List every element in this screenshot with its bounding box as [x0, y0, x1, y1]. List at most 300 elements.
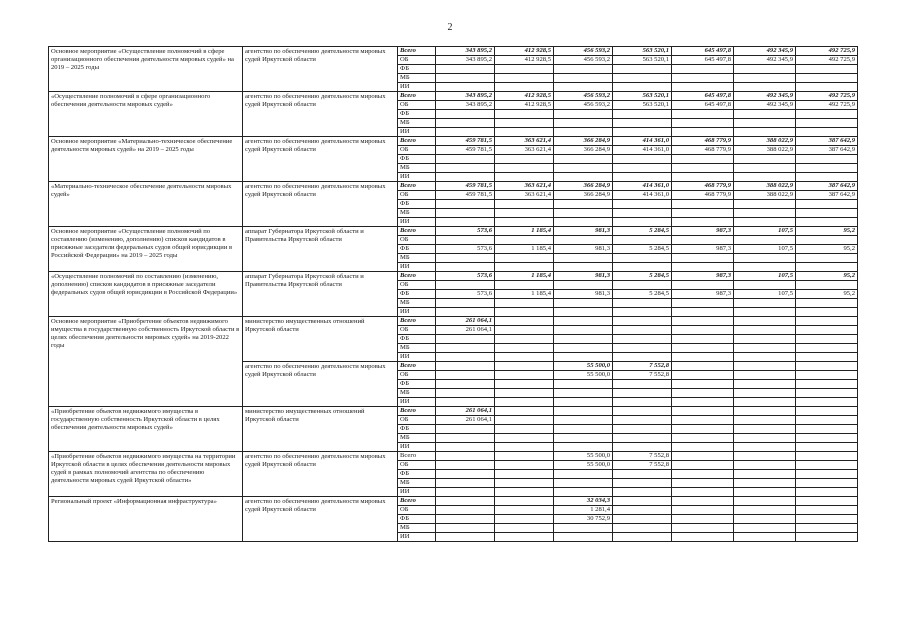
amount-cell [554, 380, 613, 389]
amount-cell [613, 119, 672, 128]
amount-cell [495, 173, 554, 182]
amount-cell [672, 380, 734, 389]
amount-cell [613, 407, 672, 416]
amount-cell [436, 263, 495, 272]
amount-cell: 563 520,1 [613, 47, 672, 56]
amount-cell [495, 317, 554, 326]
amount-cell [734, 254, 796, 263]
amount-cell [495, 488, 554, 497]
responsible-executor: агентство по обеспечению деятельности мировых судей Иркутской области [243, 182, 398, 227]
amount-cell [796, 506, 858, 515]
funding-source: Всего [398, 497, 436, 506]
amount-cell [796, 65, 858, 74]
amount-cell [495, 299, 554, 308]
amount-cell [613, 389, 672, 398]
funding-source: МБ [398, 299, 436, 308]
amount-cell: 387 642,9 [796, 182, 858, 191]
amount-cell [672, 263, 734, 272]
amount-cell [495, 497, 554, 506]
funding-source: ФБ [398, 470, 436, 479]
amount-cell: 95,2 [796, 245, 858, 254]
amount-cell [613, 425, 672, 434]
amount-cell: 981,3 [554, 227, 613, 236]
amount-cell [672, 200, 734, 209]
amount-cell [672, 344, 734, 353]
amount-cell [495, 155, 554, 164]
amount-cell: 30 752,9 [554, 515, 613, 524]
amount-cell [734, 326, 796, 335]
amount-cell [436, 83, 495, 92]
amount-cell [554, 200, 613, 209]
amount-cell [495, 65, 554, 74]
amount-cell [613, 83, 672, 92]
amount-cell [734, 281, 796, 290]
amount-cell [436, 128, 495, 137]
amount-cell [495, 263, 554, 272]
funding-source: МБ [398, 119, 436, 128]
amount-cell [672, 407, 734, 416]
amount-cell: 343 895,2 [436, 101, 495, 110]
amount-cell: 7 552,8 [613, 371, 672, 380]
amount-cell [613, 416, 672, 425]
amount-cell [672, 254, 734, 263]
amount-cell [672, 479, 734, 488]
amount-cell [495, 407, 554, 416]
amount-cell [613, 74, 672, 83]
amount-cell [554, 326, 613, 335]
amount-cell: 388 022,9 [734, 191, 796, 200]
amount-cell: 563 520,1 [613, 101, 672, 110]
amount-cell [613, 533, 672, 542]
amount-cell [734, 515, 796, 524]
funding-source: ОБ [398, 236, 436, 245]
amount-cell [495, 200, 554, 209]
amount-cell [796, 119, 858, 128]
amount-cell [734, 200, 796, 209]
amount-cell [436, 380, 495, 389]
amount-cell [734, 317, 796, 326]
amount-cell [495, 344, 554, 353]
amount-cell [495, 506, 554, 515]
responsible-executor: агентство по обеспечению деятельности мировых судей Иркутской области [243, 452, 398, 497]
amount-cell: 645 497,8 [672, 101, 734, 110]
amount-cell [734, 497, 796, 506]
amount-cell [672, 470, 734, 479]
funding-source: ИИ [398, 218, 436, 227]
amount-cell [672, 506, 734, 515]
amount-cell: 414 361,0 [613, 137, 672, 146]
amount-cell [734, 164, 796, 173]
amount-cell: 492 725,9 [796, 101, 858, 110]
amount-cell [495, 128, 554, 137]
page-number: 2 [447, 22, 453, 33]
amount-cell [672, 434, 734, 443]
amount-cell [436, 452, 495, 461]
amount-cell [495, 515, 554, 524]
amount-cell [436, 299, 495, 308]
amount-cell [436, 155, 495, 164]
amount-cell [796, 209, 858, 218]
amount-cell [554, 398, 613, 407]
amount-cell: 388 022,9 [734, 182, 796, 191]
amount-cell [796, 488, 858, 497]
amount-cell [672, 326, 734, 335]
amount-cell: 492 345,9 [734, 56, 796, 65]
amount-cell [796, 164, 858, 173]
amount-cell: 366 284,9 [554, 137, 613, 146]
amount-cell [796, 155, 858, 164]
table-row [49, 272, 858, 281]
activity-name: «Осуществление полномочий по составлению (изменению, дополнению) списков кандидатов в присяжные заседатели федеральных судов общей юрисдикции в Российской Федерации» [49, 272, 243, 317]
amount-cell [554, 83, 613, 92]
amount-cell: 468 779,9 [672, 191, 734, 200]
amount-cell: 459 781,5 [436, 146, 495, 155]
responsible-executor: министерство имущественных отношений Иркутской области [243, 317, 398, 362]
amount-cell [796, 236, 858, 245]
amount-cell [796, 407, 858, 416]
amount-cell [734, 524, 796, 533]
amount-cell: 459 781,5 [436, 137, 495, 146]
amount-cell [613, 380, 672, 389]
funding-source: ФБ [398, 290, 436, 299]
funding-source: ОБ [398, 371, 436, 380]
amount-cell: 1 185,4 [495, 227, 554, 236]
funding-source: ИИ [398, 398, 436, 407]
amount-cell [554, 335, 613, 344]
amount-cell [672, 236, 734, 245]
financing-table [48, 46, 858, 542]
amount-cell [554, 317, 613, 326]
amount-cell [796, 398, 858, 407]
amount-cell: 5 284,5 [613, 272, 672, 281]
amount-cell [554, 254, 613, 263]
amount-cell [613, 479, 672, 488]
amount-cell [436, 353, 495, 362]
amount-cell: 456 593,2 [554, 56, 613, 65]
amount-cell: 414 361,0 [613, 182, 672, 191]
amount-cell [613, 506, 672, 515]
amount-cell [672, 119, 734, 128]
amount-cell [734, 110, 796, 119]
amount-cell: 459 781,5 [436, 182, 495, 191]
funding-source: МБ [398, 524, 436, 533]
amount-cell [613, 497, 672, 506]
amount-cell: 5 284,5 [613, 227, 672, 236]
activity-name: «Приобретение объектов недвижимого имущества в государственную собственность Иркутской области в целях обеспечения деятельности мировых судей» [49, 407, 243, 452]
amount-cell: 55 500,0 [554, 452, 613, 461]
amount-cell: 468 779,9 [672, 137, 734, 146]
amount-cell [436, 200, 495, 209]
amount-cell [436, 308, 495, 317]
amount-cell: 1 281,4 [554, 506, 613, 515]
amount-cell: 987,3 [672, 227, 734, 236]
amount-cell [613, 326, 672, 335]
amount-cell: 107,5 [734, 290, 796, 299]
amount-cell [495, 164, 554, 173]
amount-cell [734, 479, 796, 488]
amount-cell [554, 407, 613, 416]
amount-cell [495, 119, 554, 128]
amount-cell: 468 779,9 [672, 182, 734, 191]
amount-cell: 412 928,5 [495, 101, 554, 110]
table-row [49, 182, 858, 191]
amount-cell: 363 621,4 [495, 146, 554, 155]
amount-cell: 492 725,9 [796, 92, 858, 101]
amount-cell [734, 506, 796, 515]
amount-cell: 645 497,8 [672, 92, 734, 101]
amount-cell [613, 281, 672, 290]
amount-cell [734, 308, 796, 317]
amount-cell: 1 185,4 [495, 245, 554, 254]
amount-cell: 492 725,9 [796, 47, 858, 56]
funding-source: ФБ [398, 110, 436, 119]
funding-source: ИИ [398, 128, 436, 137]
amount-cell [672, 362, 734, 371]
amount-cell [613, 335, 672, 344]
funding-source: ОБ [398, 506, 436, 515]
amount-cell [796, 344, 858, 353]
amount-cell: 7 552,8 [613, 461, 672, 470]
amount-cell [554, 308, 613, 317]
amount-cell: 412 928,5 [495, 92, 554, 101]
funding-source: ИИ [398, 443, 436, 452]
amount-cell [554, 443, 613, 452]
amount-cell [672, 452, 734, 461]
amount-cell [734, 299, 796, 308]
amount-cell: 55 500,0 [554, 461, 613, 470]
activity-name: «Материально-техническое обеспечение деятельности мировых судей» [49, 182, 243, 227]
amount-cell [613, 209, 672, 218]
amount-cell: 107,5 [734, 245, 796, 254]
amount-cell [796, 173, 858, 182]
amount-cell [495, 443, 554, 452]
amount-cell [554, 488, 613, 497]
amount-cell [613, 173, 672, 182]
amount-cell: 95,2 [796, 290, 858, 299]
amount-cell [554, 416, 613, 425]
amount-cell [613, 515, 672, 524]
amount-cell [436, 371, 495, 380]
responsible-executor: агентство по обеспечению деятельности мировых судей Иркутской области [243, 497, 398, 542]
amount-cell [796, 326, 858, 335]
amount-cell [672, 164, 734, 173]
amount-cell [436, 236, 495, 245]
amount-cell [734, 236, 796, 245]
amount-cell [495, 479, 554, 488]
amount-cell: 366 284,9 [554, 182, 613, 191]
amount-cell: 95,2 [796, 227, 858, 236]
amount-cell [436, 74, 495, 83]
amount-cell [734, 425, 796, 434]
amount-cell: 7 552,8 [613, 362, 672, 371]
table-row [49, 47, 858, 56]
amount-cell [672, 317, 734, 326]
amount-cell [672, 281, 734, 290]
amount-cell: 261 064,1 [436, 407, 495, 416]
amount-cell [495, 380, 554, 389]
table-row [49, 92, 858, 101]
funding-source: Всего [398, 182, 436, 191]
amount-cell: 645 497,8 [672, 47, 734, 56]
amount-cell [495, 308, 554, 317]
funding-source: МБ [398, 209, 436, 218]
funding-source: ФБ [398, 65, 436, 74]
table-row [49, 407, 858, 416]
amount-cell [613, 263, 672, 272]
amount-cell [796, 317, 858, 326]
amount-cell [796, 128, 858, 137]
activity-name: «Осуществление полномочий в сфере организационного обеспечения деятельности мировых судей» [49, 92, 243, 137]
amount-cell [734, 488, 796, 497]
responsible-executor: агентство по обеспечению деятельности мировых судей Иркутской области [243, 47, 398, 92]
amount-cell [436, 110, 495, 119]
table-row [49, 227, 858, 236]
amount-cell: 343 895,2 [436, 56, 495, 65]
amount-cell: 563 520,1 [613, 56, 672, 65]
amount-cell [554, 533, 613, 542]
amount-cell [672, 389, 734, 398]
amount-cell [734, 461, 796, 470]
amount-cell [495, 353, 554, 362]
amount-cell [613, 164, 672, 173]
funding-source: ФБ [398, 155, 436, 164]
amount-cell: 412 928,5 [495, 47, 554, 56]
amount-cell [554, 119, 613, 128]
amount-cell: 987,3 [672, 272, 734, 281]
amount-cell: 363 621,4 [495, 191, 554, 200]
amount-cell [796, 281, 858, 290]
funding-source: Всего [398, 137, 436, 146]
amount-cell [613, 353, 672, 362]
amount-cell [613, 236, 672, 245]
amount-cell [796, 416, 858, 425]
amount-cell [554, 74, 613, 83]
amount-cell [554, 164, 613, 173]
table-row [49, 137, 858, 146]
amount-cell [554, 389, 613, 398]
responsible-executor: агентство по обеспечению деятельности мировых судей Иркутской области [243, 362, 398, 407]
amount-cell [796, 497, 858, 506]
amount-cell [796, 299, 858, 308]
funding-source: Всего [398, 47, 436, 56]
amount-cell [672, 443, 734, 452]
amount-cell [734, 416, 796, 425]
funding-source: МБ [398, 479, 436, 488]
amount-cell [672, 155, 734, 164]
amount-cell [796, 461, 858, 470]
amount-cell [554, 353, 613, 362]
amount-cell [613, 524, 672, 533]
amount-cell [796, 533, 858, 542]
amount-cell [734, 155, 796, 164]
amount-cell [436, 335, 495, 344]
amount-cell [436, 218, 495, 227]
amount-cell [734, 218, 796, 227]
funding-source: ИИ [398, 173, 436, 182]
amount-cell [554, 155, 613, 164]
amount-cell: 107,5 [734, 272, 796, 281]
amount-cell [613, 434, 672, 443]
funding-source: МБ [398, 344, 436, 353]
amount-cell [672, 110, 734, 119]
amount-cell: 645 497,8 [672, 56, 734, 65]
amount-cell: 387 642,9 [796, 191, 858, 200]
funding-source: ИИ [398, 308, 436, 317]
amount-cell [672, 425, 734, 434]
amount-cell [613, 398, 672, 407]
amount-cell [734, 209, 796, 218]
amount-cell: 492 345,9 [734, 101, 796, 110]
amount-cell [613, 317, 672, 326]
amount-cell: 261 064,1 [436, 416, 495, 425]
amount-cell [734, 380, 796, 389]
amount-cell [436, 65, 495, 74]
amount-cell [495, 110, 554, 119]
amount-cell [495, 83, 554, 92]
amount-cell [613, 308, 672, 317]
amount-cell [495, 218, 554, 227]
amount-cell [495, 335, 554, 344]
funding-source: ИИ [398, 533, 436, 542]
amount-cell: 1 185,4 [495, 290, 554, 299]
amount-cell [554, 434, 613, 443]
amount-cell [796, 335, 858, 344]
funding-source: МБ [398, 164, 436, 173]
table-row [49, 452, 858, 461]
amount-cell [554, 173, 613, 182]
amount-cell [734, 173, 796, 182]
amount-cell: 412 928,5 [495, 56, 554, 65]
amount-cell [734, 344, 796, 353]
funding-source: ФБ [398, 245, 436, 254]
amount-cell: 366 284,9 [554, 191, 613, 200]
amount-cell [672, 65, 734, 74]
amount-cell [554, 236, 613, 245]
funding-source: ОБ [398, 416, 436, 425]
amount-cell: 366 284,9 [554, 146, 613, 155]
amount-cell [672, 335, 734, 344]
amount-cell [495, 236, 554, 245]
amount-cell [495, 461, 554, 470]
amount-cell [672, 524, 734, 533]
funding-source: ОБ [398, 56, 436, 65]
amount-cell: 981,3 [554, 290, 613, 299]
amount-cell [672, 299, 734, 308]
amount-cell [495, 434, 554, 443]
amount-cell [796, 389, 858, 398]
amount-cell: 492 345,9 [734, 92, 796, 101]
responsible-executor: аппарат Губернатора Иркутской области и Правительства Иркутской области [243, 272, 398, 317]
amount-cell [613, 470, 672, 479]
amount-cell: 987,3 [672, 290, 734, 299]
amount-cell [613, 200, 672, 209]
activity-name: Основное мероприятие «Приобретение объектов недвижимого имущества в государственную собственность Иркутской области в целях обеспечения деятельности мировых судей» на 2019-2022 годы [49, 317, 243, 407]
funding-source: Всего [398, 92, 436, 101]
amount-cell: 573,6 [436, 272, 495, 281]
table-row [49, 497, 858, 506]
amount-cell [796, 470, 858, 479]
amount-cell [796, 200, 858, 209]
amount-cell [796, 524, 858, 533]
funding-source: ИИ [398, 353, 436, 362]
funding-source: МБ [398, 389, 436, 398]
amount-cell [495, 452, 554, 461]
funding-source: ИИ [398, 263, 436, 272]
amount-cell [436, 362, 495, 371]
amount-cell [734, 83, 796, 92]
amount-cell [734, 389, 796, 398]
funding-source: Всего [398, 227, 436, 236]
